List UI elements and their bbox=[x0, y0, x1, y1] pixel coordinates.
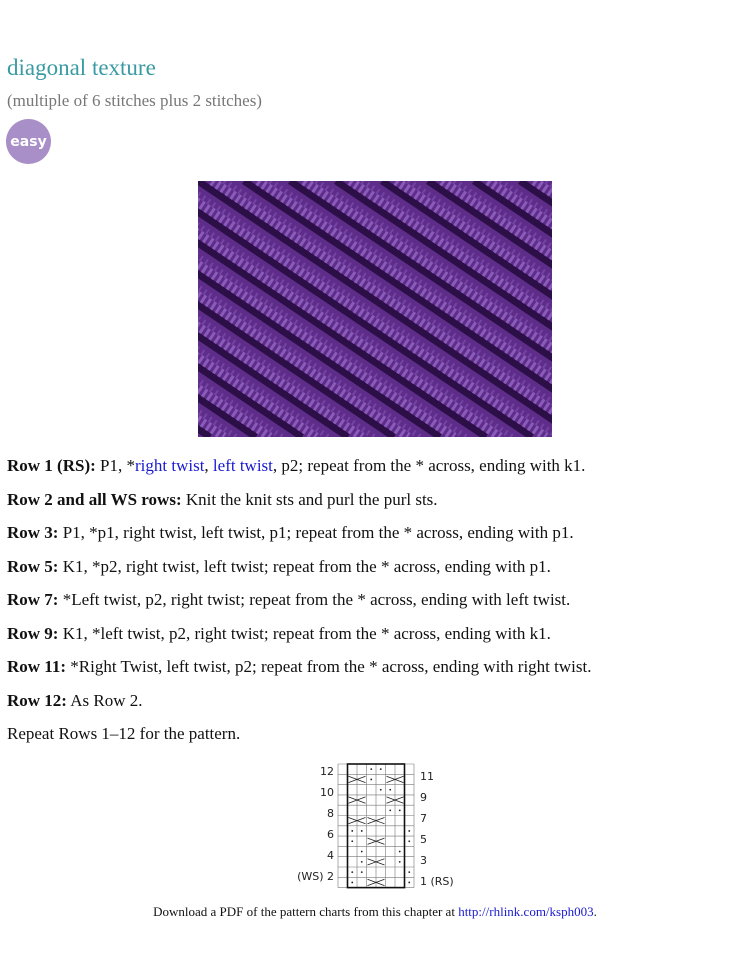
left-twist-link[interactable]: left twist bbox=[212, 456, 273, 475]
chart-label-right: 3 bbox=[420, 854, 427, 867]
chart-label-left: 12 bbox=[320, 765, 334, 778]
pattern-subtitle: (multiple of 6 stitches plus 2 stitches) bbox=[7, 91, 262, 110]
chart-label-right: 7 bbox=[420, 812, 427, 825]
knit-swatch-photo bbox=[198, 181, 552, 437]
chart-label-left: 6 bbox=[327, 828, 334, 841]
row-1-instruction: Row 1 (RS): P1, *right twist, left twist, p2; repeat from the * across, ending with k1. bbox=[7, 456, 586, 475]
chart-label-right: 5 bbox=[420, 833, 427, 846]
row-5-instruction: Row 5: K1, *p2, right twist, left twist; repeat from the * across, ending with p1. bbox=[7, 556, 551, 576]
chart-label-left: 10 bbox=[320, 786, 334, 799]
right-twist-link[interactable]: right twist bbox=[135, 456, 205, 475]
difficulty-badge: easy bbox=[6, 119, 51, 164]
row-12-instruction: Row 12: As Row 2. bbox=[7, 690, 143, 710]
footer-note: Download a PDF of the pattern charts from this chapter at http://rhlink.com/ksph003. bbox=[153, 904, 597, 919]
pattern-title: diagonal texture bbox=[7, 55, 156, 80]
chart-label-right: 9 bbox=[420, 791, 427, 804]
row-11-instruction: Row 11: *Right Twist, left twist, p2; repeat from the * across, ending with right twist. bbox=[7, 657, 592, 676]
chart-label-left: (WS) 2 bbox=[297, 870, 334, 883]
row-9-instruction: Row 9: K1, *left twist, p2, right twist; repeat from the * across, ending with k1. bbox=[7, 623, 551, 643]
chart-label-right: 1 (RS) bbox=[420, 875, 454, 888]
chart-grid bbox=[338, 764, 414, 888]
chart-label-left: 4 bbox=[327, 849, 334, 862]
row-7-instruction: Row 7: *Left twist, p2, right twist; repeat from the * across, ending with left twist. bbox=[7, 590, 571, 609]
repeat-instruction: Repeat Rows 1–12 for the pattern. bbox=[7, 724, 241, 743]
stitch-chart bbox=[292, 760, 462, 890]
pdf-download-link[interactable]: http://rhlink.com/ksph003 bbox=[458, 904, 594, 919]
row-2-instruction: Row 2 and all WS rows: Knit the knit sts and purl the purl sts. bbox=[7, 489, 438, 509]
chart-label-right: 11 bbox=[420, 770, 434, 783]
row-3-instruction: Row 3: P1, *p1, right twist, left twist, p1; repeat from the * across, ending with p1. bbox=[7, 523, 574, 542]
chart-label-left: 8 bbox=[327, 807, 334, 820]
pattern-instructions bbox=[7, 455, 742, 757]
